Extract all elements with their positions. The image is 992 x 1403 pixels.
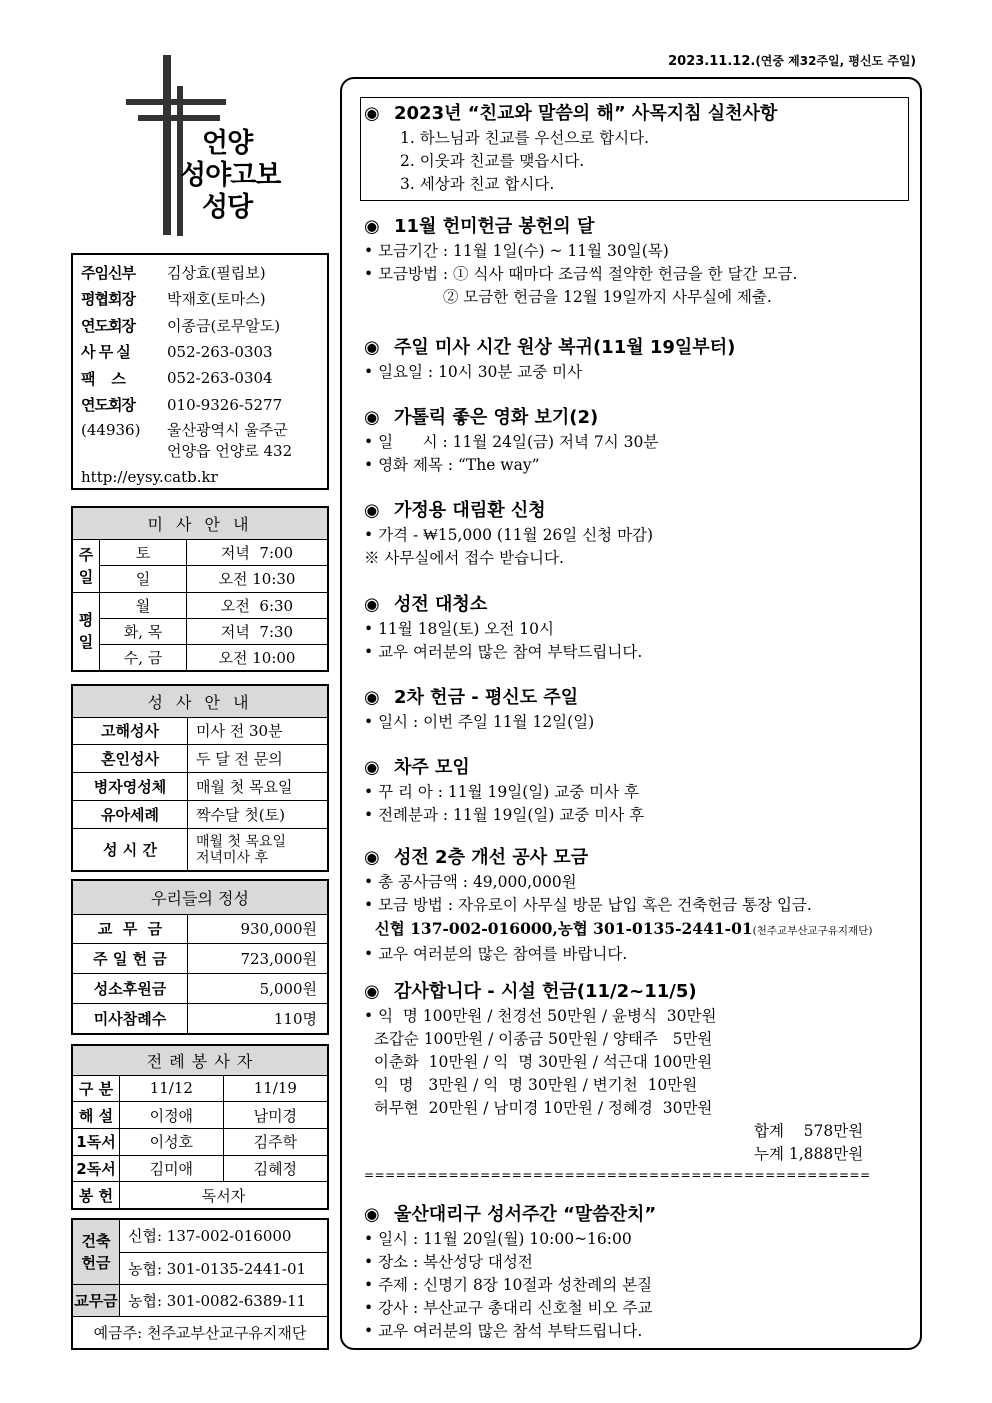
bulletin-date: 2023.11.12.(연중 제32주일, 평신도 주일) xyxy=(668,54,916,69)
section-second-collection: ◉ 2차 헌금 - 평신도 주일 • 일시 : 이번 주일 11월 12일(일) xyxy=(364,687,595,731)
bullet-icon: ◉ xyxy=(364,337,380,358)
section-next-meetings: ◉ 차주 모임 • 꾸 리 아 : 11월 19일(일) 교중 미사 후 • 전례분과 : 11월 19일(일) 교중 미사 후 xyxy=(364,757,645,824)
section-guideline: ◉ 2023년 “친교와 말씀의 해” 사목지침 실천사항 1. 하느님과 친교를 우선으로 합시다. 2. 이웃과 친교를 맺읍시다. 3. 세상과 친교 합시다. xyxy=(364,103,778,193)
section-thanks: ◉ 감사합니다 - 시설 헌금(11/2~11/5) • 익 명 100만원 / 천경선 50만원 / 윤병식 30만원 조갑순 100만원 / 이종금 50만원 / 양태주 5만원 이춘화 10만원 / 익 명 30만원 / 석근대 100만원 익 명 3만원 / 익 명 30만원 / 변기천 10만원 허무현 20만원 / 남미경 10만원 / 정혜경 30만원 합계 578만원 누계 1,888만원 ================================================ xyxy=(364,979,924,1184)
bullet-icon: ◉ xyxy=(364,687,380,708)
bullet-icon: ◉ xyxy=(364,407,380,428)
offering-table: 우리들의 정성 교 무 금 930,000원 주 일 헌 금 723,000원 성소후원금 5,000원 미사참례수 110명 xyxy=(71,879,329,1035)
bullet-icon: ◉ xyxy=(364,216,380,237)
mass-schedule-table: 미 사 안 내 주일 토 저녁 7:00 일 오전 10:30 평일 월 오전 6:30 화, 목 저녁 7:30 수, 금 오전 10:00 xyxy=(71,506,329,672)
bullet-icon: ◉ xyxy=(364,594,380,615)
section-bible-week: ◉ 울산대리구 성서주간 “말씀잔치” • 일시 : 11월 20일(월) 10:00~16:00 • 장소 : 복산성당 대성전 • 주제 : 신명기 8장 10절과 성찬례의 본질 • 강사 : 부산교구 총대리 신호철 비오 주교 • 교우 여러분의 많은 참석 부탁드립니다. xyxy=(364,1204,657,1340)
liturgy-servers-table: 전 례 봉 사 자 구 분 11/12 11/19 해 설 이정애 남미경 1독서 이성호 김주학 2독서 김미애 김혜정 봉 헌 독서자 xyxy=(71,1044,329,1210)
section-mass-time: ◉ 주일 미사 시간 원상 복귀(11월 19일부터) • 일요일 : 10시 30분 교중 미사 xyxy=(364,337,736,381)
cross-icon xyxy=(163,55,171,235)
bullet-icon: ◉ xyxy=(364,500,380,521)
bullet-icon: ◉ xyxy=(364,847,380,868)
section-advent-wreath: ◉ 가정용 대림환 신청 • 가격 - ₩15,000 (11월 26일 신청 마감) ※ 사무실에서 접수 받습니다. xyxy=(364,500,654,567)
section-rice-offering: ◉ 11월 헌미헌금 봉헌의 달 • 모금기간 : 11월 1일(수) ~ 11월 30일(목) • 모금방법 : ① 식사 때마다 조금씩 절약한 헌금을 한 달간 모금. ② 모금한 헌금을 12월 19일까지 사무실에 제출. xyxy=(364,216,798,306)
parish-logo-text: 언양 성야고보 성당 xyxy=(180,128,281,223)
divider: ================================================ xyxy=(364,1168,871,1182)
bullet-icon: ◉ xyxy=(364,103,380,124)
bullet-icon: ◉ xyxy=(364,981,380,1002)
website-link[interactable]: http://eysy.catb.kr xyxy=(81,468,218,486)
sacrament-table: 성 사 안 내 고해성사 미사 전 30분 혼인성사 두 달 전 문의 병자영성체 매월 첫 목요일 유아세례 짝수달 첫(토) 성 시 간 매월 첫 목요일 저녁미사 후 xyxy=(71,684,329,872)
cross-bar-icon-2 xyxy=(138,115,220,121)
cross-bar-icon xyxy=(126,99,226,105)
parish-info: 주임신부 김상효(필립보) 평협회장 박재호(토마스) 연도회장 이종금(로무알도) 사 무 실 052-263-0303 팩 스 052-263-0304 연도회장 010-9326-5277 (44936) 울산광역시 울주군 언양읍 언양로 432 http://eysy.catb.kr xyxy=(71,253,329,490)
section-movie: ◉ 가톨릭 좋은 영화 보기(2) • 일 시 : 11월 24일(금) 저녁 7시 30분 • 영화 제목 : “The way” xyxy=(364,407,659,474)
address: (44936) 울산광역시 울주군 언양읍 언양로 432 xyxy=(81,421,293,460)
accounts-table: 건축 헌금 신협: 137-002-016000 농협: 301-0135-2441-01 교무금 농협: 301-0082-6389-11 예금주: 천주교부산교구유지재단 xyxy=(71,1218,329,1350)
bullet-icon: ◉ xyxy=(364,757,380,778)
section-renovation: ◉ 성전 2층 개선 공사 모금 • 총 공사금액 : 49,000,000원 • 모금 방법 : 자유로이 사무실 방문 납입 혹은 건축헌금 통장 입금. 신협 137-002-016000,농협 301-0135-2441-01(천주교부산교구유지재단) • 교우 여러분의 많은 참여를 바랍니다. xyxy=(364,847,873,963)
section-cleaning: ◉ 성전 대청소 • 11월 18일(토) 오전 10시 • 교우 여러분의 많은 참여 부탁드립니다. xyxy=(364,594,643,661)
bullet-icon: ◉ xyxy=(364,1204,380,1225)
